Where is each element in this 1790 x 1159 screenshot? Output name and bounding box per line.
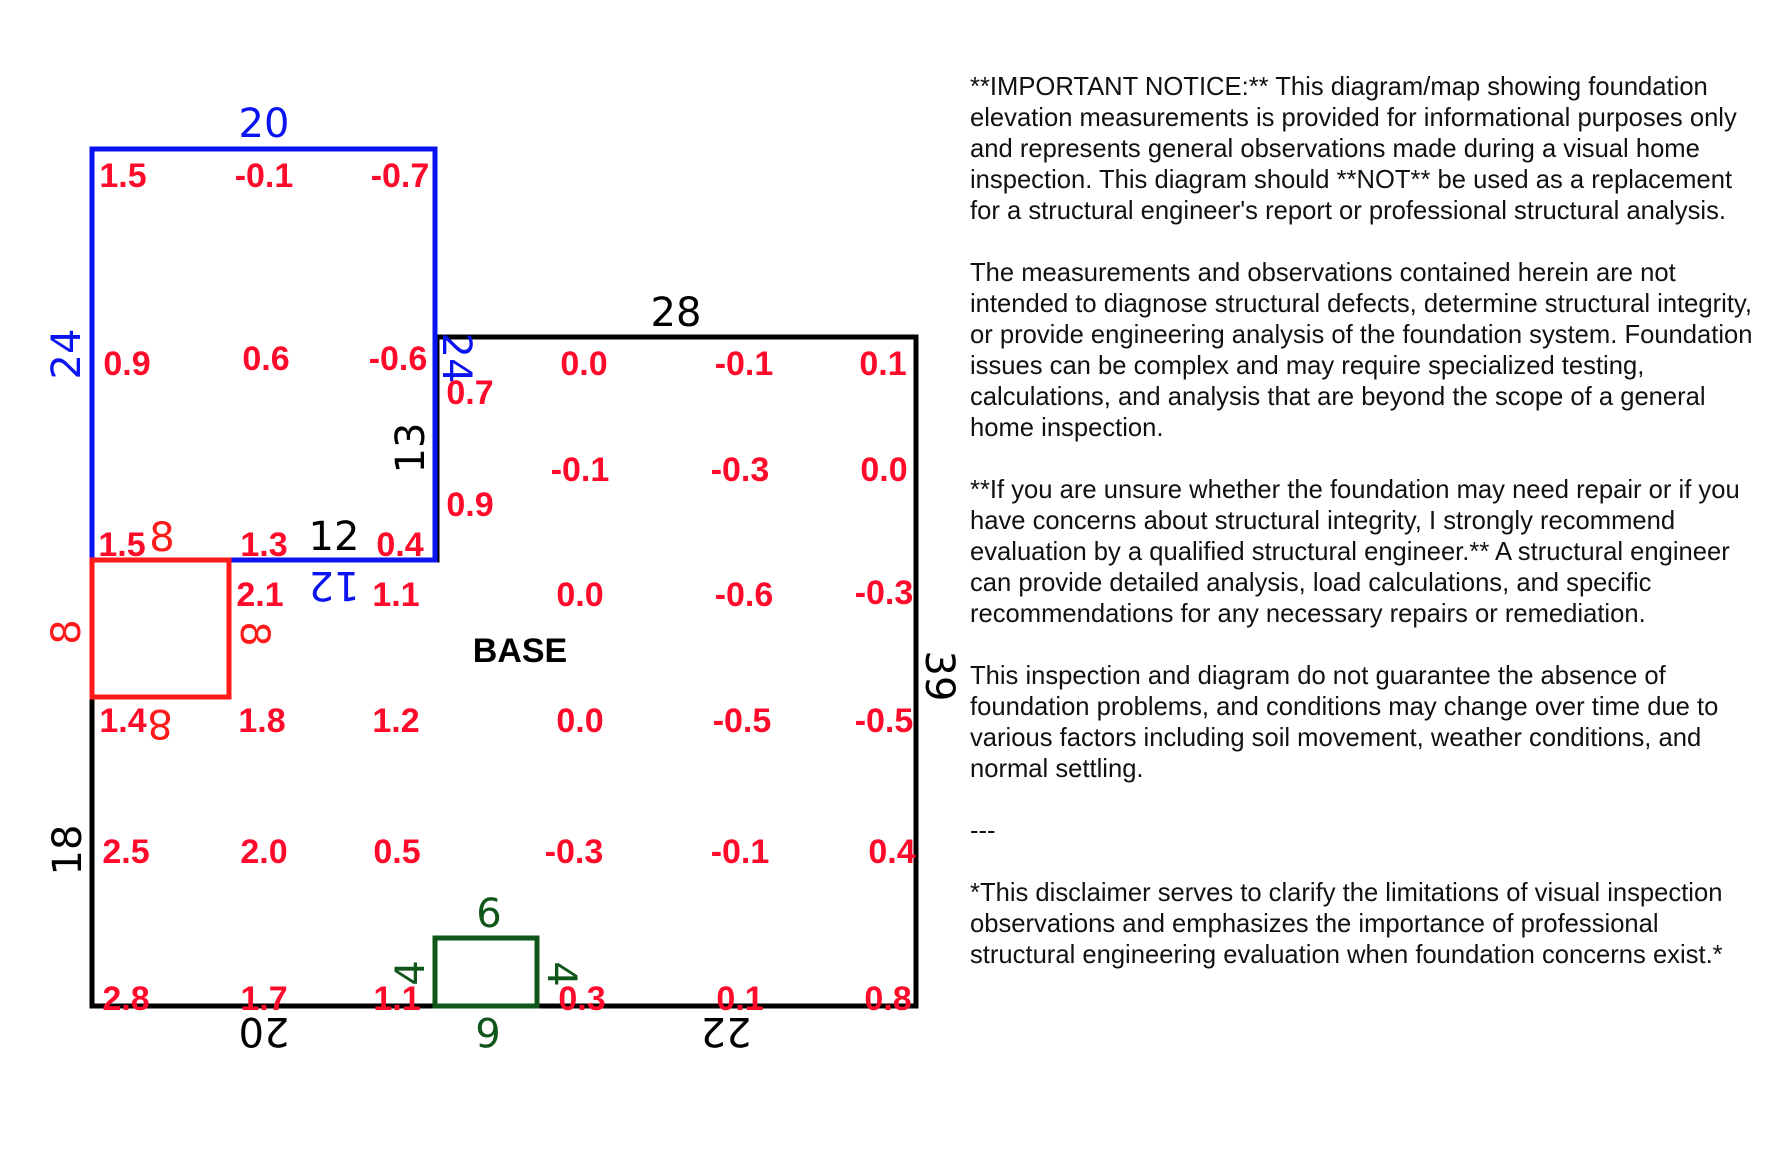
elevation-reading: 0.1	[716, 980, 764, 1018]
dim-red-right: 8	[231, 621, 277, 647]
dim-green-bottom: 6	[475, 1008, 501, 1054]
elevation-reading: 1.3	[240, 526, 288, 564]
base-outline	[92, 337, 916, 1006]
elevation-reading: 0.1	[859, 345, 907, 383]
dim-base-top: 28	[650, 290, 702, 336]
elevation-reading: 0.0	[560, 345, 608, 383]
elevation-reading: 1.1	[372, 576, 420, 614]
dim-base-bottom-left: 20	[238, 1008, 290, 1054]
elevation-reading: -0.1	[550, 451, 610, 489]
elevation-reading: 0.0	[556, 576, 604, 614]
notice-paragraph-clarification: *This disclaimer serves to clarify the limitations of visual inspection observations and emphasizes the importance of professional structural engineering evaluation when foundation concerns exist.*	[970, 879, 1723, 969]
dim-red-left: 8	[44, 619, 90, 645]
elevation-reading: 0.4	[376, 526, 424, 564]
elevation-reading: 2.5	[102, 833, 150, 871]
elevation-reading: 1.4	[99, 702, 147, 740]
notice-paragraph-important: **IMPORTANT NOTICE:** This diagram/map showing foundation elevation measurements is provided for informational purposes only and represents general observations made during a visual home inspection. This diagram should **NOT** be used as a replacement for a structural engineer's report or professional structural analysis.	[970, 73, 1737, 225]
dim-base-step: 13	[388, 422, 434, 474]
elevation-reading: -0.6	[368, 340, 428, 378]
notice-paragraph-scope: The measurements and observations contained herein are not intended to diagnose structural defects, determine structural integrity, or provide engineering analysis of the foundation system. Foundation issues can be complex and may require specialized testing, calculations, and analysis that are beyond the scope of a general home inspection.	[970, 259, 1753, 442]
elevation-reading: -0.3	[710, 451, 770, 489]
elevation-reading: -0.3	[544, 833, 604, 871]
dim-red-bottom: 8	[147, 700, 173, 746]
elevation-reading: 1.7	[240, 980, 288, 1018]
elevation-reading: 1.8	[238, 702, 286, 740]
elevation-reading: 0.6	[242, 340, 290, 378]
elevation-reading: 1.2	[372, 702, 420, 740]
elevation-reading: -0.6	[714, 576, 774, 614]
dim-green-right: 4	[538, 961, 584, 987]
elevation-reading: 0.0	[860, 451, 908, 489]
base-label: BASE	[472, 632, 568, 670]
elevation-reading: 0.9	[446, 486, 494, 524]
red-section-outline	[92, 560, 229, 697]
dim-base-step-bottom: 12	[308, 514, 360, 560]
dim-green-left: 4	[388, 960, 434, 986]
elevation-reading: -0.7	[370, 157, 430, 195]
green-section-outline	[435, 938, 537, 1006]
elevation-reading: 2.8	[102, 980, 150, 1018]
elevation-reading: -0.1	[234, 157, 294, 195]
elevation-reading: 0.0	[556, 702, 604, 740]
elevation-reading: -0.3	[854, 574, 914, 612]
elevation-reading: 0.4	[868, 833, 916, 871]
dim-base-bottom-right: 22	[700, 1008, 752, 1054]
dim-blue-left: 24	[44, 328, 90, 380]
dim-blue-top: 20	[238, 101, 290, 147]
elevation-reading: 1.5	[99, 157, 147, 195]
dim-base-left: 18	[45, 824, 91, 876]
elevation-reading: 0.9	[103, 345, 151, 383]
dim-base-right: 39	[916, 650, 962, 702]
elevation-reading: 1.5	[98, 526, 146, 564]
elevation-reading: 2.1	[236, 576, 284, 614]
elevation-reading: -0.1	[710, 833, 770, 871]
dim-green-top: 6	[476, 891, 502, 937]
elevation-reading: -0.5	[854, 702, 914, 740]
elevation-reading: 2.0	[240, 833, 288, 871]
elevation-reading: 0.3	[558, 980, 606, 1018]
dim-blue-right: 24	[433, 332, 479, 384]
elevation-reading: 0.8	[864, 980, 912, 1018]
disclaimer-notice	[970, 72, 1760, 1002]
elevation-reading: -0.5	[712, 702, 772, 740]
notice-separator: ---	[970, 817, 996, 845]
notice-paragraph-recommendation: **If you are unsure whether the foundation may need repair or if you have concerns about structural integrity, I strongly recommend evaluation by a qualified structural engineer.** A structural engineer can provide detailed analysis, load calculations, and specific recommendations for any necessary repairs or remediation.	[970, 476, 1740, 628]
elevation-reading: -0.1	[714, 345, 774, 383]
dim-red-top: 8	[149, 515, 175, 561]
elevation-reading: 1.1	[373, 980, 421, 1018]
dim-blue-bottom: 12	[308, 562, 360, 608]
elevation-reading: 0.7	[446, 374, 494, 412]
elevation-reading: 0.5	[373, 833, 421, 871]
notice-paragraph-guarantee: This inspection and diagram do not guarantee the absence of foundation problems, and conditions may change over time due to various factors including soil movement, weather conditions, and normal settling.	[970, 662, 1719, 783]
